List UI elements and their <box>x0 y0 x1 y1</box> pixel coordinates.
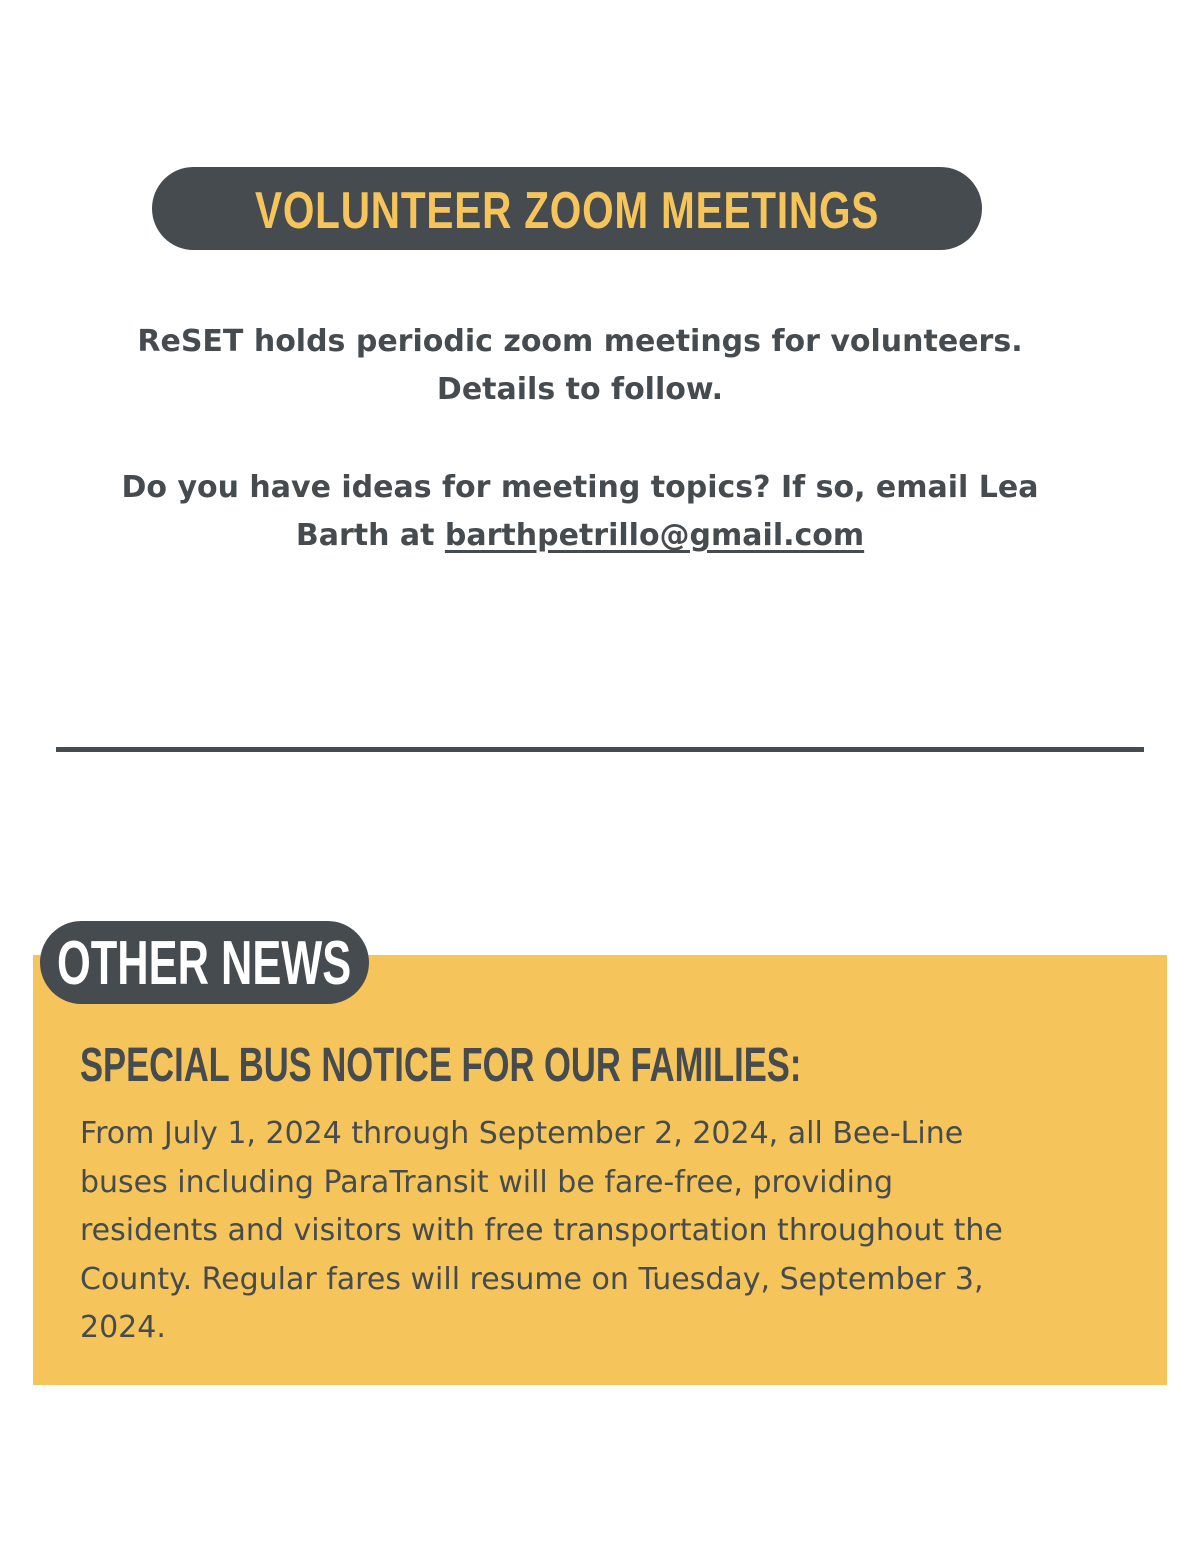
intro-line-2: Details to follow. <box>436 372 724 407</box>
bus-notice-body <box>80 1110 1170 1353</box>
intro-line-1: ReSET holds periodic zoom meetings for volunteers. <box>137 324 1023 359</box>
bus-notice-line: County. Regular fares will resume on Tuesday, September 3, <box>80 1261 984 1297</box>
meeting-topics-paragraph <box>80 464 1080 560</box>
topics-prefix: Barth at <box>295 518 435 553</box>
other-news-tab <box>40 921 369 1004</box>
email-link[interactable]: barthpetrillo@gmail.com <box>444 518 865 553</box>
bus-notice-line: buses including ParaTransit will be fare-free, providing <box>80 1164 894 1200</box>
bus-notice-line: residents and visitors with free transportation throughout the <box>80 1213 1003 1248</box>
zoom-meetings-intro <box>80 318 1080 414</box>
other-news-label: OTHER NEWS <box>57 929 352 998</box>
topics-line-2 <box>80 512 1080 560</box>
topics-line-1: Do you have ideas for meeting topics? If so, email Lea <box>121 470 1039 505</box>
zoom-meetings-title: VOLUNTEER ZOOM MEETINGS <box>254 181 880 240</box>
section-divider <box>56 747 1144 752</box>
zoom-meetings-title-pill <box>152 167 982 250</box>
bus-notice-line: 2024. <box>80 1310 166 1345</box>
bus-notice-line: From July 1, 2024 through September 2, 2024, all Bee-Line <box>80 1116 964 1151</box>
bus-notice-heading: SPECIAL BUS NOTICE FOR OUR FAMILIES: <box>80 1039 802 1092</box>
